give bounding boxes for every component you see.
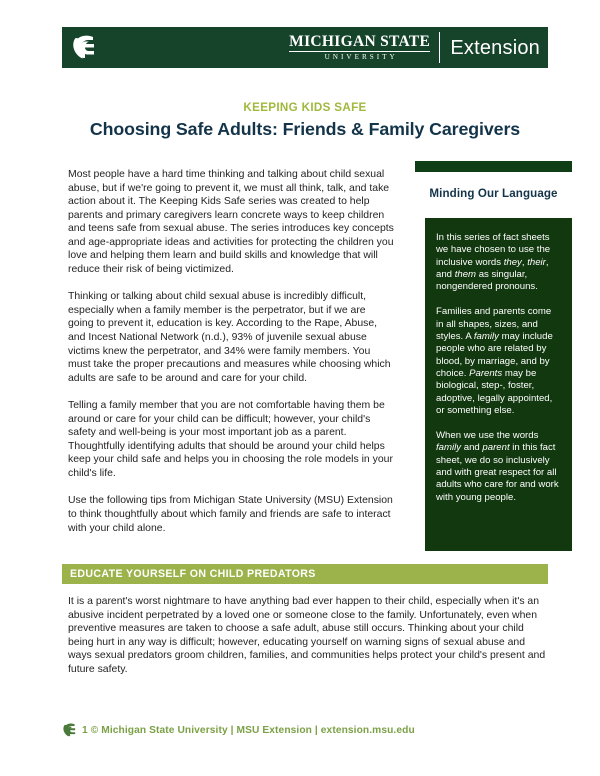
section-paragraph: It is a parent's worst nightmare to have anything bad ever happen to their child, especially when it's an abusive incident perpetrated by a loved one or someone close to the family. Unfortunately, even when preventive measures are taken to choose a safe adult, abuse still occurs. Thinking about your child being hurt in any way is difficult; however, educating yourself on warning signs of sexual abuse and ways sexual predators groom children, families, and communities helps protect your child's present and future safety.	[68, 596, 546, 675]
section-banner	[62, 564, 548, 584]
msu-header-bar	[62, 27, 548, 68]
msu-wordmark	[289, 34, 439, 61]
msu-spartan-helmet-icon	[71, 33, 97, 63]
msu-extension-label: Extension	[450, 36, 540, 59]
series-kicker: KEEPING KIDS SAFE	[243, 101, 367, 114]
sidebar-paragraph: When we use the words family and parent in this fact sheet, we do so inclusively and with great respect for all adults who care for and work with young people.	[436, 430, 559, 503]
msu-brand-lockup	[289, 31, 540, 64]
section-banner-label: EDUCATE YOURSELF ON CHILD PREDATORS	[70, 568, 316, 580]
sidebar-paragraph: Families and parents come in all shapes, sizes, and styles. A family may include people who are related by blood, by marriage, and by choice. Parents may be biological, step-, foster, adoptive, legally appointed, or something else.	[436, 306, 553, 416]
msu-wordmark-bottom: UNIVERSITY	[324, 52, 398, 61]
body-paragraph: Use the following tips from Michigan State University (MSU) Extension to think thoughtfully about which family and friends are safe to interact with your child alone.	[68, 495, 393, 534]
page-title: Choosing Safe Adults: Friends & Family Caregivers	[89, 119, 521, 139]
main-body-column	[68, 168, 394, 535]
sidebar-callout-box	[425, 218, 572, 551]
body-paragraph: Most people have a hard time thinking and talking about child sexual abuse, but if we're going to prevent it, we must all think, talk, and take action about it. The Keeping Kids Safe series was created to help parents and primary caregivers learn concrete ways to keep children and teens safe from sexual abuse. The series introduces key concepts and age-appropriate ideas and activities for protecting the children you love and helping them learn and build skills and knowledge that will reduce their risk of being victimized.	[68, 169, 394, 275]
body-paragraph: Thinking or talking about child sexual abuse is incredibly difficult, especially when a family member is the perpetrator, but if we are going to prevent it, education is key. According to the Rape, Abuse, and Incest National Network (n.d.), 93% of juvenile sexual abuse victims knew the perpetrator, and 34% were family members. You must take the proper precautions and measures while choosing which adults are safe to be around and care for your child.	[68, 291, 391, 384]
section-body	[68, 595, 550, 677]
sidebar-heading: Minding Our Language	[429, 187, 558, 200]
sidebar-top-rule	[415, 161, 572, 172]
footer-copyright: 1 © Michigan State University | MSU Extension | extension.msu.edu	[82, 725, 415, 736]
sidebar-paragraph: In this series of fact sheets we have chosen to use the inclusive words they, their, and them as singular, nongendered pronouns.	[436, 232, 551, 293]
msu-spartan-helmet-icon	[62, 722, 77, 739]
body-paragraph: Telling a family member that you are not comfortable having them be around or care for your child can be difficult; however, your child's safety and well-being is your most important job as a parent. Thoughtfully identifying adults that should be around your child helps keep your child safe and helps you in choosing the role models in your child's life.	[68, 400, 393, 479]
msu-wordmark-top: MICHIGAN STATE	[289, 33, 431, 51]
page-footer	[62, 722, 548, 739]
